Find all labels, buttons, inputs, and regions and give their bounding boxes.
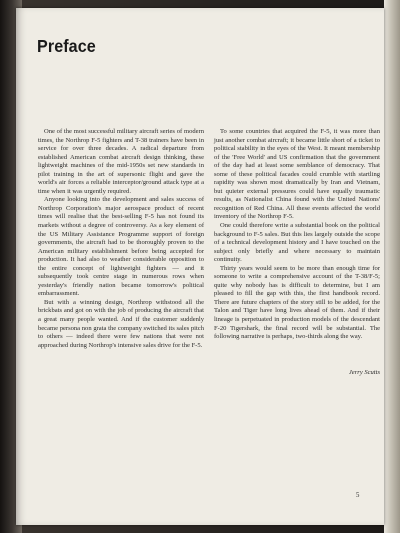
paragraph: To some countries that acquired the F-5, it was more than just another combat aircraft; it became little short of a ticket to political stability in the eyes of the West. It meant membership of the 'Free World' and US confirmation that the government of the day had at least some semblance of democracy. That some of these political facades could crumble with startling rapidity was shown most dramatically by Iran and Vietnam, but quieter external pressures could have equally traumatic results, as Nationalist China found with the United Nations' recognition of Red China. All these events affected the world inventory of the Northrop F-5.	[214, 128, 380, 221]
paragraph: Anyone looking into the development and sales success of Northrop Corporation's major aerospace product of recent times will realise that the best-selling F-5 has not found its markets without a degree of controversy. As a key element of the US Military Assistance Programme support of foreign governments, the aircraft had to be thoroughly proven to the American military establishment before being accepted for production. It had also to weather considerable opposition to the entire concept of lightweight fighters — and it subsequently took centre stage in numerous rows when yesterday's friendly nation became tomorrow's political embarrassment.	[38, 196, 204, 298]
page-title: Preface	[37, 36, 96, 56]
paragraph: Thirty years would seem to be more than enough time for someone to write a comprehensive account of the T-38/F-5; quite why nobody has is difficult to determine, but I am pleased to fill the gap with this, the first handbook record. There are future chapters of the story still to be added, for the Talon and Tiger have long lives ahead of them. And if their lineage is perpetuated in production models of the descendant F-20 Tigershark, the final record will be substantial. The following narrative is perhaps, two-thirds along the way.	[214, 264, 380, 341]
page-number: 5	[356, 492, 360, 499]
right-column	[214, 128, 380, 342]
paragraph: But with a winning design, Northrop withstood all the brickbats and got on with the job of producing the aircraft that a great many people wanted. And if the customer suddenly became persona non grata the company switched its sales pitch to others — indeed there were few nations that were not approached during Northrop's intensive sales drive for the F-5.	[38, 298, 204, 349]
paragraph: One of the most successful military aircraft series of modern times, the Northrop F-5 fighters and T-38 trainers have been in service for over three decades. A radical departure from established American combat aircraft design thinking, these lightweight machines of the mid-1950s set new standards in pilot training in the art of supersonic flight and gave the world's air forces a reliable interceptor/ground attack type at a time when it was urgently required.	[38, 128, 204, 195]
book-page	[16, 8, 384, 525]
author-signature: Jerry Scutts	[348, 369, 380, 376]
left-column	[38, 128, 204, 350]
paragraph: One could therefore write a substantial book on the political background to F-5 sales. But this lies largely outside the scope of a technical development history and I have touched on the subject only briefly and where necessary to maintain continuity.	[214, 222, 380, 264]
page-edges	[384, 0, 400, 533]
